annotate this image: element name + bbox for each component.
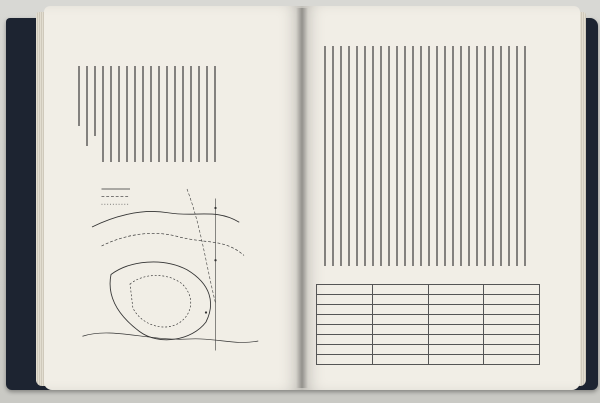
table-cell (317, 345, 373, 355)
table-cell (317, 355, 373, 365)
table-cell (372, 335, 428, 345)
table-cell (428, 305, 484, 315)
table-cell (317, 325, 373, 335)
table-header-row (317, 285, 540, 295)
table-header-cell (428, 285, 484, 295)
table-cell (484, 315, 540, 325)
table-row (317, 305, 540, 315)
table-cell (372, 345, 428, 355)
table-row (317, 355, 540, 365)
table-cell (428, 325, 484, 335)
table-cell (317, 295, 373, 305)
table-cell (484, 345, 540, 355)
table-row (317, 345, 540, 355)
data-table (316, 284, 540, 362)
table-row (317, 295, 540, 305)
table-cell (372, 305, 428, 315)
table-cell (428, 295, 484, 305)
book-gutter (296, 8, 308, 388)
table-cell (317, 335, 373, 345)
table-cell (484, 305, 540, 315)
table-cell (484, 325, 540, 335)
table-cell (372, 325, 428, 335)
table-cell (428, 315, 484, 325)
table-row (317, 335, 540, 345)
table-row (317, 315, 540, 325)
table-cell (484, 335, 540, 345)
table-cell (428, 355, 484, 365)
table-cell (484, 355, 540, 365)
table-cell (428, 345, 484, 355)
left-page (44, 6, 302, 390)
table-cell (317, 315, 373, 325)
table-cell (428, 335, 484, 345)
table-header-cell (484, 285, 540, 295)
table-row (317, 325, 540, 335)
table-cell (372, 315, 428, 325)
map-figure (68, 170, 268, 360)
table-cell (484, 295, 540, 305)
table-header-cell (372, 285, 428, 295)
table-cell (372, 295, 428, 305)
table-header-cell (317, 285, 373, 295)
table-cell (317, 305, 373, 315)
table-cell (372, 355, 428, 365)
